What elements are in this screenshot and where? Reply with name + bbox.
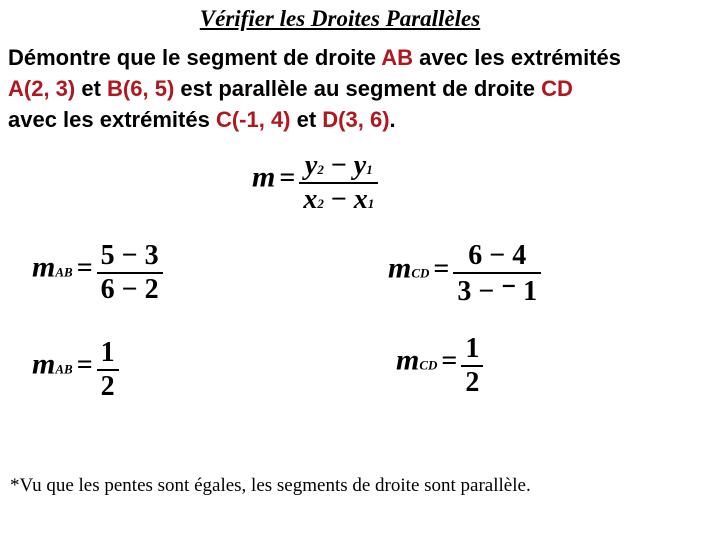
- slope-fraction: [97, 337, 119, 403]
- subscript: 1: [367, 196, 375, 211]
- statement-text: .: [389, 107, 396, 132]
- point-b: B(6, 5): [107, 76, 175, 101]
- fraction-numerator: 1: [465, 333, 480, 364]
- subscript-ab: AB: [55, 361, 73, 377]
- conclusion-note: *Vu que les pentes sont égales, les segments de droite sont parallèle.: [10, 475, 531, 496]
- segment-ab-label: AB: [381, 45, 414, 70]
- subscript: 1: [366, 162, 373, 177]
- statement-text: Démontre que le segment de droite: [8, 45, 382, 70]
- point-c: C(-1, 4): [215, 107, 291, 132]
- slope-fraction: [299, 150, 378, 216]
- statement-text: et: [290, 107, 323, 132]
- slope-symbol: m: [396, 343, 420, 377]
- equals-sign: =: [433, 253, 450, 285]
- equals-sign: =: [76, 349, 93, 381]
- fraction-numerator: 1: [100, 337, 115, 368]
- slope-fraction: [461, 333, 483, 399]
- slope-symbol: m: [388, 251, 412, 285]
- statement-text: avec les extrémités: [8, 107, 216, 132]
- slope-symbol: m: [252, 160, 276, 194]
- slope-fraction: [97, 240, 163, 306]
- fraction-denominator: [299, 184, 378, 216]
- slope-ab-step1: [32, 240, 163, 306]
- slope-fraction: [453, 240, 541, 308]
- equals-sign: =: [279, 162, 296, 194]
- minus-sign: −: [330, 150, 347, 181]
- var-x2: x: [303, 184, 318, 215]
- subscript-ab: AB: [55, 264, 73, 280]
- slope-cd-step1: [388, 240, 541, 308]
- fraction-numerator: 5 − 3: [100, 240, 159, 271]
- fraction-denominator: 2: [465, 367, 480, 398]
- slope-symbol: m: [32, 347, 56, 381]
- subscript: 2: [317, 196, 324, 211]
- point-a: A(2, 3): [8, 76, 76, 101]
- problem-statement: [8, 42, 714, 135]
- var-y2: y: [304, 150, 318, 181]
- statement-text: et: [75, 76, 108, 101]
- page-title: Vérifier les Droites Parallèles: [199, 6, 481, 31]
- fraction-numerator: 6 − 4: [468, 240, 527, 271]
- segment-cd-label: CD: [541, 76, 573, 101]
- slope-cd-result: [396, 333, 483, 399]
- equals-sign: =: [441, 345, 458, 377]
- slope-symbol: m: [32, 250, 56, 284]
- var-y1: y: [353, 150, 367, 181]
- point-d: D(3, 6): [322, 107, 390, 132]
- subscript: 2: [317, 162, 324, 177]
- statement-text: avec les extrémités: [413, 45, 621, 70]
- fraction-numerator: [301, 150, 377, 182]
- subscript-cd: CD: [411, 265, 430, 281]
- subscript-cd: CD: [419, 357, 438, 373]
- fraction-denominator: 3 − ⁻ 1: [457, 276, 538, 307]
- equals-sign: =: [76, 252, 93, 284]
- statement-text: est parallèle au segment de droite: [174, 76, 542, 101]
- var-x1: x: [353, 184, 368, 215]
- fraction-denominator: 2: [100, 371, 115, 402]
- slope-ab-result: [32, 337, 119, 403]
- fraction-denominator: 6 − 2: [100, 274, 159, 305]
- slope-formula: [252, 150, 378, 216]
- minus-sign: −: [330, 184, 347, 215]
